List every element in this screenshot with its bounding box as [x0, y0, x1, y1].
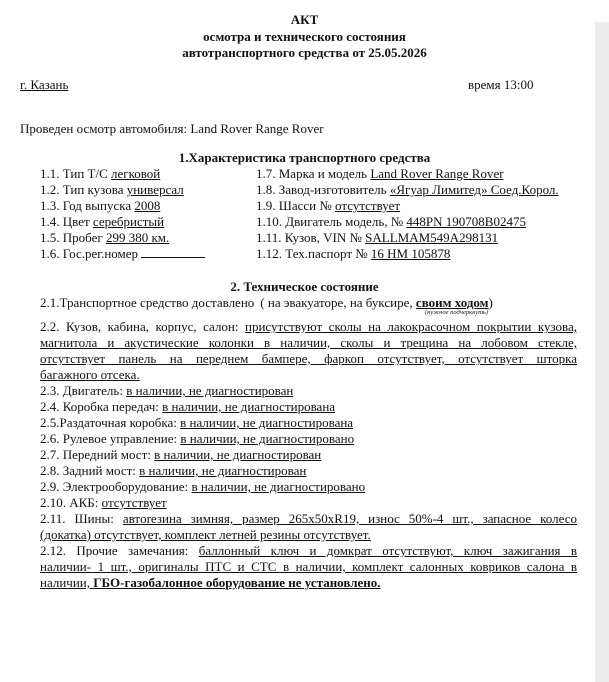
- scrollbar-track[interactable]: [595, 22, 609, 682]
- field-1-2: 1.2. Тип кузова универсал: [40, 182, 184, 197]
- blank-line: [141, 247, 205, 258]
- field-2-4: 2.4. Коробка передач: в наличии, не диагностирована: [40, 399, 336, 414]
- gbo-note: ГБО-газобалонное оборудование не установлено.: [93, 575, 381, 590]
- field-1-6: 1.6. Гос.рег.номер: [40, 247, 205, 260]
- field-2-12-line2: наличии- 1 шт., оригиналы ПТС и СТС в наличии, комплект салонных ковриков салона в: [40, 560, 577, 573]
- field-1-11: 1.11. Кузов, VIN № SALLMAM549A298131: [256, 230, 499, 245]
- field-2-7: 2.7. Передний мост: в наличии, не диагностирован: [40, 447, 322, 462]
- field-1-9: 1.9. Шасси № отсутствует: [256, 198, 401, 213]
- field-1-1: 1.1. Тип Т/С легковой: [40, 166, 161, 181]
- field-1-8: 1.8. Завод-изготовитель «Ягуар Лимитед» Соед.Корол.: [256, 182, 559, 197]
- doc-subtitle-2: автотранспортного средства от 25.05.2026: [182, 45, 427, 60]
- note-underline-hint: (нужное подчеркнуть): [425, 309, 489, 316]
- field-2-2-line4: багажного отсека.: [40, 367, 140, 382]
- field-2-12-line1: 2.12. Прочие замечания: баллонный ключ и домкрат отсутствуют, ключ зажигания в: [40, 544, 577, 557]
- field-2-12-line3: наличии, ГБО-газобалонное оборудование не установлено.: [40, 575, 381, 590]
- field-2-10: 2.10. АКБ: отсутствует: [40, 495, 167, 510]
- field-2-8: 2.8. Задний мост: в наличии, не диагностирован: [40, 463, 307, 478]
- section-2-title: 2. Техническое состояние: [230, 279, 379, 294]
- field-2-11-line1: 2.11. Шины: автorезина зимняя, размер 265х50хR19, износ 50%-4 шт., запасное колесо: [40, 512, 577, 525]
- field-2-5: 2.5.Раздаточная коробка: в наличии, не диагностирована: [40, 415, 354, 430]
- field-1-3: 1.3. Год выпуска 2008: [40, 198, 161, 213]
- intro-value: Land Rover Range Rover: [190, 121, 324, 136]
- field-1-7: 1.7. Марка и модель Land Rover Range Rover: [256, 166, 504, 181]
- selected-option: своим ходом: [415, 295, 489, 310]
- field-2-2-line2: магнитола и акустические колонки в наличии, сколы и трещина на лобовом стекле,: [40, 336, 577, 349]
- field-1-12: 1.12. Тех.паспорт № 16 НМ 105878: [256, 246, 451, 261]
- field-2-2-line1: 2.2. Кузов, кабина, корпус, салон: присутствуют сколы на лакокрасочном покрытии кузова,: [40, 320, 577, 333]
- field-2-2-line3: отсутствует панель на переднем бампере, фаркоп отсутствует, отсутствует шторка: [40, 352, 577, 365]
- doc-subtitle-1: осмотра и технического состояния: [203, 29, 406, 44]
- field-1-4: 1.4. Цвет серебристый: [40, 214, 165, 229]
- place: г. Казань: [20, 77, 69, 92]
- field-2-11-line2: (докатка) отсутствует, комплект летней резины отсутствует.: [40, 527, 371, 542]
- field-1-10: 1.10. Двигатель модель, № 448PN 190708B02475: [256, 214, 526, 229]
- field-2-1: 2.1.Транспортное средство доставлено ( на эвакуаторе, на буксире, своим ходом): [40, 295, 493, 310]
- time: время 13:00: [468, 77, 534, 92]
- field-2-9: 2.9. Электрооборудование: в наличии, не диагностировано: [40, 479, 366, 494]
- intro-label: Проведен осмотр автомобиля:: [20, 121, 191, 136]
- field-1-5: 1.5. Пробег 299 380 км.: [40, 230, 170, 245]
- field-2-3: 2.3. Двигатель: в наличии, не диагностирован: [40, 383, 294, 398]
- intro-line: [20, 122, 324, 135]
- doc-title: АКТ: [290, 12, 319, 27]
- section-1-title: 1.Характеристика транспортного средства: [178, 150, 431, 165]
- field-2-6: 2.6. Рулевое управление: в наличии, не диагностировано: [40, 431, 355, 446]
